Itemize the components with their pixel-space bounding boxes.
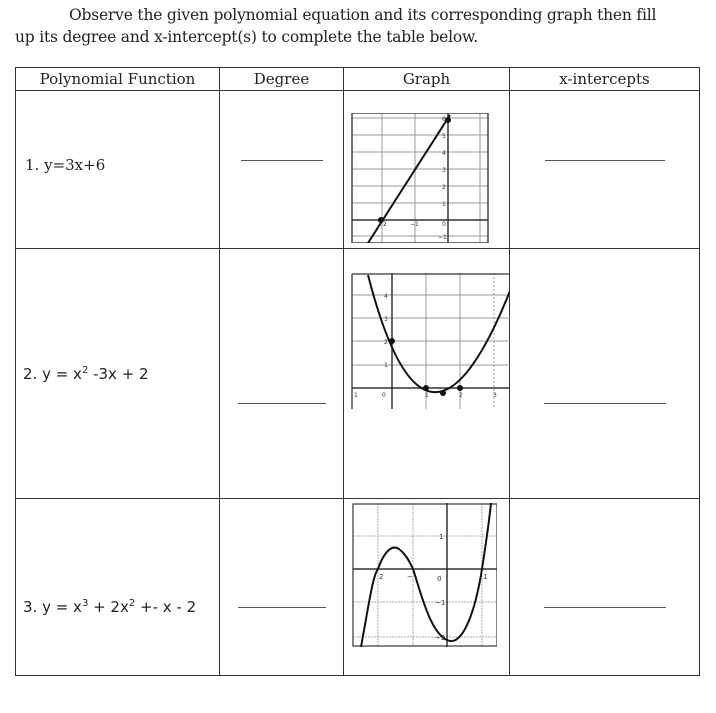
svg-text:0: 0 <box>382 392 386 399</box>
x-intercepts-blank-1[interactable] <box>545 160 665 161</box>
header-graph: Graph <box>344 68 510 91</box>
svg-text:4: 4 <box>442 150 446 157</box>
svg-text:0: 0 <box>442 221 446 228</box>
svg-text:1: 1 <box>384 362 388 369</box>
svg-text:1: 1 <box>354 392 358 399</box>
header-degree: Degree <box>220 68 344 91</box>
function-cell-1 <box>16 91 220 249</box>
instructions-line2: up its degree and x-intercept(s) to complete the table below. <box>15 28 478 46</box>
svg-text:6: 6 <box>442 116 446 123</box>
function-text-1: 1. y=3x+6 <box>25 155 106 174</box>
table-row <box>16 249 700 499</box>
x-intercepts-cell-3 <box>510 499 700 676</box>
function-text-2: 2. $y = x^2$ -3x + 2 <box>23 364 149 383</box>
svg-text:4: 4 <box>384 293 388 300</box>
table-row <box>16 91 700 249</box>
graph-cell-2 <box>344 249 510 499</box>
x-intercepts-cell-2 <box>510 249 700 499</box>
function-text-3: 3. $y = x^3 + 2x^2 +- x - 2$ <box>23 598 197 616</box>
instructions <box>15 4 695 48</box>
svg-text:2: 2 <box>379 573 384 581</box>
svg-text:−1: −1 <box>410 221 419 228</box>
svg-text:−1: −1 <box>435 599 446 607</box>
graph-cell-3 <box>344 499 510 676</box>
svg-text:−2: −2 <box>435 634 446 642</box>
svg-text:5: 5 <box>442 133 446 140</box>
svg-text:1: 1 <box>439 533 444 541</box>
svg-text:−: − <box>407 573 413 581</box>
degree-cell-1 <box>220 91 344 249</box>
header-polynomial-function: Polynomial Function <box>16 68 220 91</box>
instructions-line1: Observe the given polynomial equation and its corresponding graph then fill <box>69 6 657 24</box>
degree-blank-2[interactable] <box>238 403 326 404</box>
header-x-intercepts: x-intercepts <box>510 68 700 91</box>
polynomial-table <box>15 67 700 676</box>
svg-text:2: 2 <box>383 221 387 228</box>
svg-text:1: 1 <box>442 201 446 208</box>
x-intercepts-blank-2[interactable] <box>544 403 666 404</box>
svg-text:0: 0 <box>437 575 442 583</box>
graph-cell-1 <box>344 91 510 249</box>
svg-text:3: 3 <box>442 167 446 174</box>
degree-cell-2 <box>220 249 344 499</box>
header-row <box>16 68 700 91</box>
degree-cell-3 <box>220 499 344 676</box>
graph-quadratic <box>350 273 510 409</box>
function-cell-3 <box>16 499 220 676</box>
x-intercepts-blank-3[interactable] <box>544 607 666 608</box>
svg-text:−1: −1 <box>438 234 447 241</box>
svg-text:2: 2 <box>459 392 463 399</box>
svg-text:1: 1 <box>425 392 429 399</box>
svg-text:2: 2 <box>442 184 446 191</box>
function-cell-2 <box>16 249 220 499</box>
svg-text:3: 3 <box>384 316 388 323</box>
svg-text:3: 3 <box>493 392 497 399</box>
svg-text:2: 2 <box>384 339 388 346</box>
graph-cubic <box>351 503 497 647</box>
table-row <box>16 499 700 676</box>
graph-linear <box>350 113 490 243</box>
degree-blank-1[interactable] <box>241 160 323 161</box>
x-intercepts-cell-1 <box>510 91 700 249</box>
svg-text:1: 1 <box>483 573 488 581</box>
degree-blank-3[interactable] <box>238 607 326 608</box>
